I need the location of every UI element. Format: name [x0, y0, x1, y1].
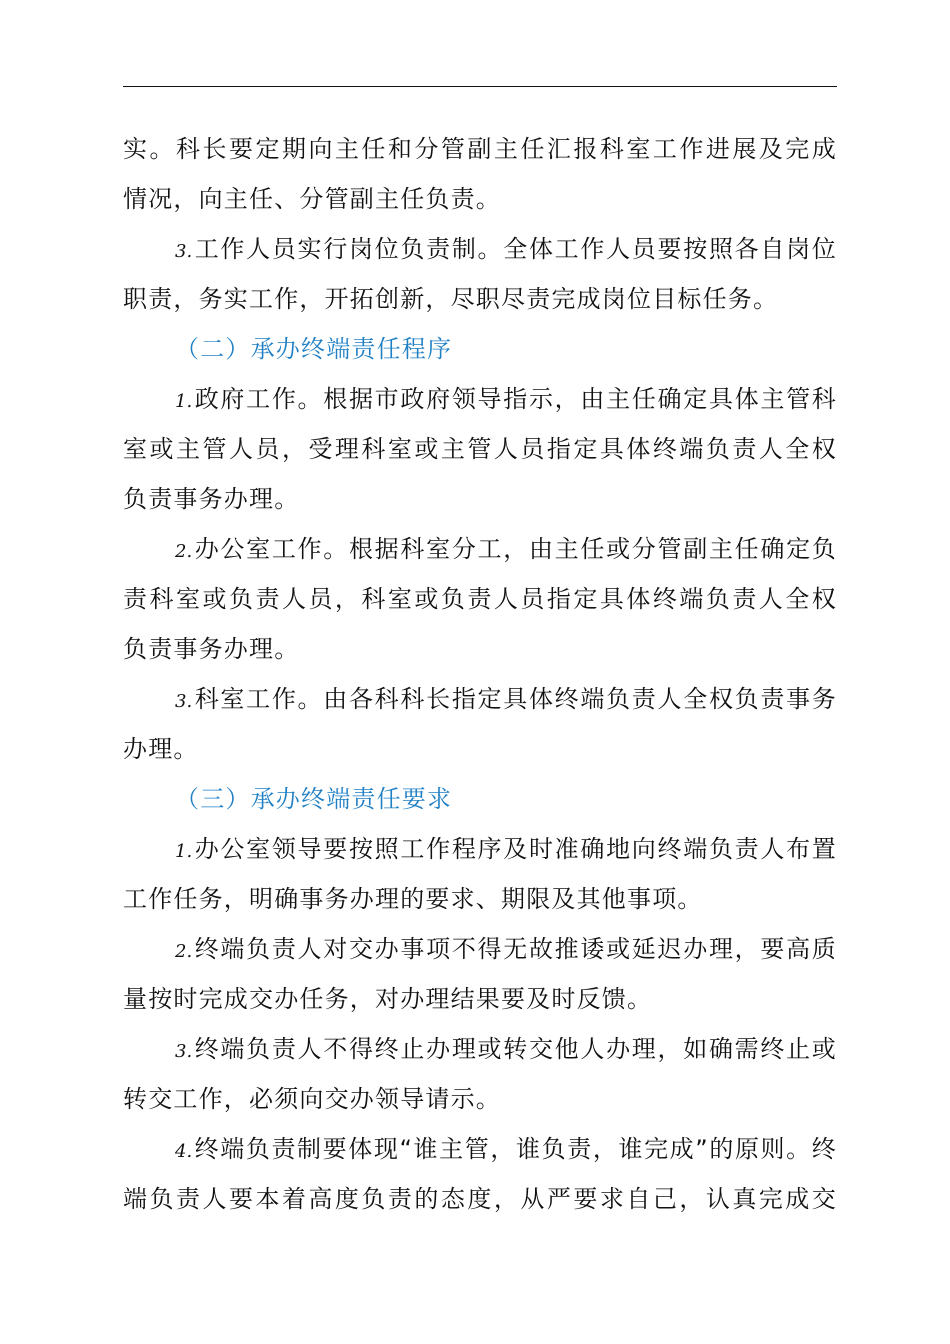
text-line: [123, 824, 837, 874]
paragraph: [123, 224, 837, 324]
document-body: [123, 124, 837, 1224]
section-heading: （二）承办终端责任程序: [175, 335, 453, 363]
text-line: 责科室或负责人员，科室或负责人员指定具体终端负责人全权: [123, 585, 837, 613]
header-rule: [123, 86, 837, 87]
text-span: 政府工作。根据市政府领导指示，由主任确定具体主管科: [194, 385, 837, 413]
text-line: 职责，务实工作，开拓创新，尽职尽责完成岗位目标任务。: [123, 285, 779, 313]
text-line: [123, 1024, 837, 1074]
text-line: 实。科长要定期向主任和分管副主任汇报科室工作进展及完成: [123, 135, 837, 163]
text-line: 工作任务，明确事务办理的要求、期限及其他事项。: [123, 885, 703, 913]
text-line: 负责事务办理。: [123, 635, 300, 663]
text-line: [123, 674, 837, 724]
text-line: [123, 924, 837, 974]
text-line: 端负责人要本着高度负责的态度，从严要求自己，认真完成交: [123, 1185, 837, 1213]
paragraph: [123, 1024, 837, 1124]
text-line: 情况，向主任、分管副主任负责。: [123, 185, 501, 213]
paragraph: [123, 124, 837, 224]
text-line: 转交工作，必须向交办领导请示。: [123, 1085, 501, 1113]
item-number: 2.: [175, 941, 193, 962]
paragraph: [123, 824, 837, 924]
text-line: 负责事务办理。: [123, 485, 300, 513]
text-span: 办公室领导要按照工作程序及时准确地向终端负责人布置: [194, 835, 837, 863]
text-span: 终端负责人不得终止办理或转交他人办理，如确需终止或: [194, 1035, 837, 1063]
text-line: 室或主管人员，受理科室或主管人员指定具体终端负责人全权: [123, 435, 837, 463]
paragraph: [123, 1124, 837, 1224]
section-heading: （三）承办终端责任要求: [175, 785, 453, 813]
item-number: 2.: [175, 541, 193, 562]
item-number: 4.: [175, 1141, 193, 1162]
text-line: [123, 524, 837, 574]
item-number: 1.: [175, 391, 193, 412]
paragraph: [123, 674, 837, 774]
text-line: 办理。: [123, 735, 199, 763]
text-span: 工作人员实行岗位负责制。全体工作人员要按照各自岗位: [194, 235, 837, 263]
text-span: 办公室工作。根据科室分工，由主任或分管副主任确定负: [194, 535, 837, 563]
item-number: 1.: [175, 841, 193, 862]
paragraph: [123, 374, 837, 524]
text-span: 终端负责制要体现“谁主管，谁负责，谁完成”的原则。终: [194, 1135, 837, 1163]
text-line: [123, 1124, 837, 1174]
paragraph: [123, 924, 837, 1024]
text-line: [123, 224, 837, 274]
item-number: 3.: [175, 1041, 193, 1062]
text-span: 终端负责人对交办事项不得无故推诿或延迟办理，要高质: [194, 935, 837, 963]
paragraph: [123, 524, 837, 674]
item-number: 3.: [175, 691, 193, 712]
text-line: [123, 374, 837, 424]
item-number: 3.: [175, 241, 193, 262]
text-line: 量按时完成交办任务，对办理结果要及时反馈。: [123, 985, 653, 1013]
text-span: 科室工作。由各科科长指定具体终端负责人全权负责事务: [194, 685, 837, 713]
